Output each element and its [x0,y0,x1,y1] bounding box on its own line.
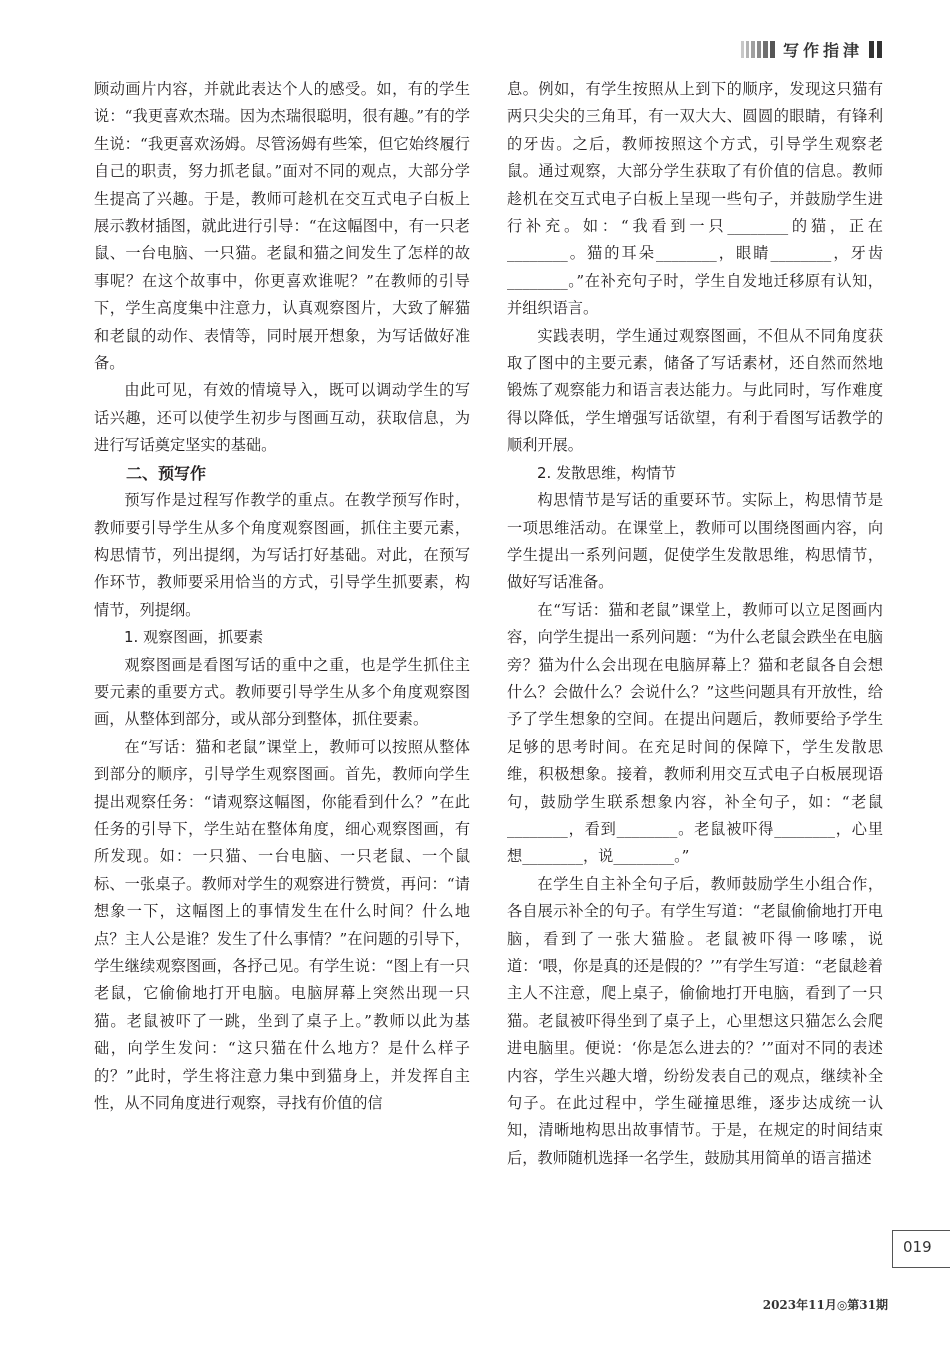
paragraph: 实践表明，学生通过观察图画，不但从不同角度获取了图中的主要元素，储备了写话素材，还自然而然地锻炼了观察能力和语言表达能力。与此同时，写作难度得以降低，学生增强写话欲望，有利于看图写话教学的顺利开展。 [507,326,883,455]
running-header [741,38,882,61]
section-title: 写作指津 [782,41,863,60]
paragraph: 顾动画片内容，并就此表达个人的感受。如，有的学生说：“我更喜欢杰瑞。因为杰瑞很聪明，很有趣。”有的学生说：“我更喜欢汤姆。尽管汤姆有些笨，但它始终履行自己的职责，努力抓老鼠。”面对不同的观点，大部分学生提高了兴趣。于是，教师可趁机在交互式电子白板上展示教材插图，就此进行引导：“在这幅图中，有一只老鼠、一台电脑、一只猫。老鼠和猫之间发生了怎样的故事呢？在这个故事中，你更喜欢谁呢？”在教师的引导下，学生高度集中注意力，认真观察图片，大致了解猫和老鼠的动作、表情等，同时展开想象，为写话做好准备。 [94,80,470,373]
paragraph: 预写作是过程写作教学的重点。在教学预写作时，教师要引导学生从多个角度观察图画，抓住主要元素，构思情节，列出提纲，为写话打好基础。对此，在预写作环节，教师要采用恰当的方式，引导学生抓要素，构情节，列提纲。 [94,491,470,619]
page-number: 019 [903,1238,932,1256]
section-heading: 二、预写作 [126,463,207,483]
paragraph: 息。例如，有学生按照从上到下的顺序，发现这只猫有两只尖尖的三角耳，有一双大大、圆圆的眼睛，有锋利的牙齿。之后，教师按照这个方式，引导学生观察老鼠。通过观察，大部分学生获取了有价值的信息。教师趁机在交互式电子白板上呈现一些句子，并鼓励学生进行补充。如：“我看到一只________的猫，正在________。猫的耳朵________，眼睛________，牙齿________。”在补充句子时，学生自发地迁移原有认知，并组织语言。 [507,80,883,318]
paragraph: 在学生自主补全句子后，教师鼓励学生小组合作，各自展示补全的句子。有学生写道：“老鼠偷偷地打开电脑，看到了一张大猫脸。老鼠被吓得一哆嗦，说道：‘喂，你是真的还是假的？’”有学生写道：“老鼠趁着主人不注意，爬上桌子，偷偷地打开电脑，看到了一只猫。老鼠被吓得坐到了桌子上，心里想这只猫怎么会爬进电脑里。便说：‘你是怎么进去的？’”面对不同的表述内容，学生兴趣大增，纷纷发表自己的观点，继续补全句子。在此过程中，学生碰撞思维，逐步达成统一认知，清晰地构思出故事情节。于是，在规定的时间结束后，教师随机选择一名学生，鼓励其用简单的语言描述 [507,874,883,1167]
left-column [94,76,470,1117]
header-gradient-bars [741,41,775,58]
issue-info: 2023年11月◎第31期 [762,1298,888,1312]
paragraph: 观察图画是看图写话的重中之重，也是学生抓住主要元素的重要方式。教师要引导学生从多个角度观察图画，从整体到部分，或从部分到整体，抓住要素。 [94,655,470,729]
paragraph: 在“写话：猫和老鼠”课堂上，教师可以按照从整体到部分的顺序，引导学生观察图画。首先，教师向学生提出观察任务：“请观察这幅图，你能看到什么？”在此任务的引导下，学生站在整体角度，细心观察图画，有所发现。如：一只猫、一台电脑、一只老鼠、一个鼠标、一张桌子。教师对学生的观察进行赞赏，再问：“请想象一下，这幅图上的事情发生在什么时间？什么地点？主人公是谁？发生了什么事情？”在问题的引导下，学生继续观察图画，各抒己见。有学生说：“图上有一只老鼠，它偷偷地打开电脑。电脑屏幕上突然出现一只猫。老鼠被吓了一跳，坐到了桌子上。”教师以此为基础，向学生发问：“这只猫在什么地方？是什么样子的？”此时，学生将注意力集中到猫身上，并发挥自主性，从不同角度进行观察，寻找有价值的信 [94,737,470,1113]
header-end-bars [869,41,882,58]
subsection-heading: 2. 发散思维，构情节 [537,463,677,482]
paragraph: 构思情节是写话的重要环节。实际上，构思情节是一项思维活动。在课堂上，教师可以围绕图画内容，向学生提出一系列问题，促使学生发散思维，构思情节，做好写话准备。 [507,491,883,592]
right-column [507,76,883,1172]
paragraph: 在“写话：猫和老鼠”课堂上，教师可以立足图画内容，向学生提出一系列问题：“为什么老鼠会跌坐在电脑旁？猫为什么会出现在电脑屏幕上？猫和老鼠各自会想什么？会做什么？会说什么？”这些问题具有开放性，给予了学生想象的空间。在提出问题后，教师要给予学生足够的思考时间。在充足时间的保障下，学生发散思维，积极想象。接着，教师利用交互式电子白板展现语句，鼓励学生联系想象内容，补全句子，如：“老鼠________，看到________。老鼠被吓得________，心里想________，说________。” [507,600,883,866]
paragraph: 由此可见，有效的情境导入，既可以调动学生的写话兴趣，还可以使学生初步与图画互动，获取信息，为进行写话奠定坚实的基础。 [94,381,470,455]
subsection-heading: 1. 观察图画，抓要素 [124,628,264,647]
